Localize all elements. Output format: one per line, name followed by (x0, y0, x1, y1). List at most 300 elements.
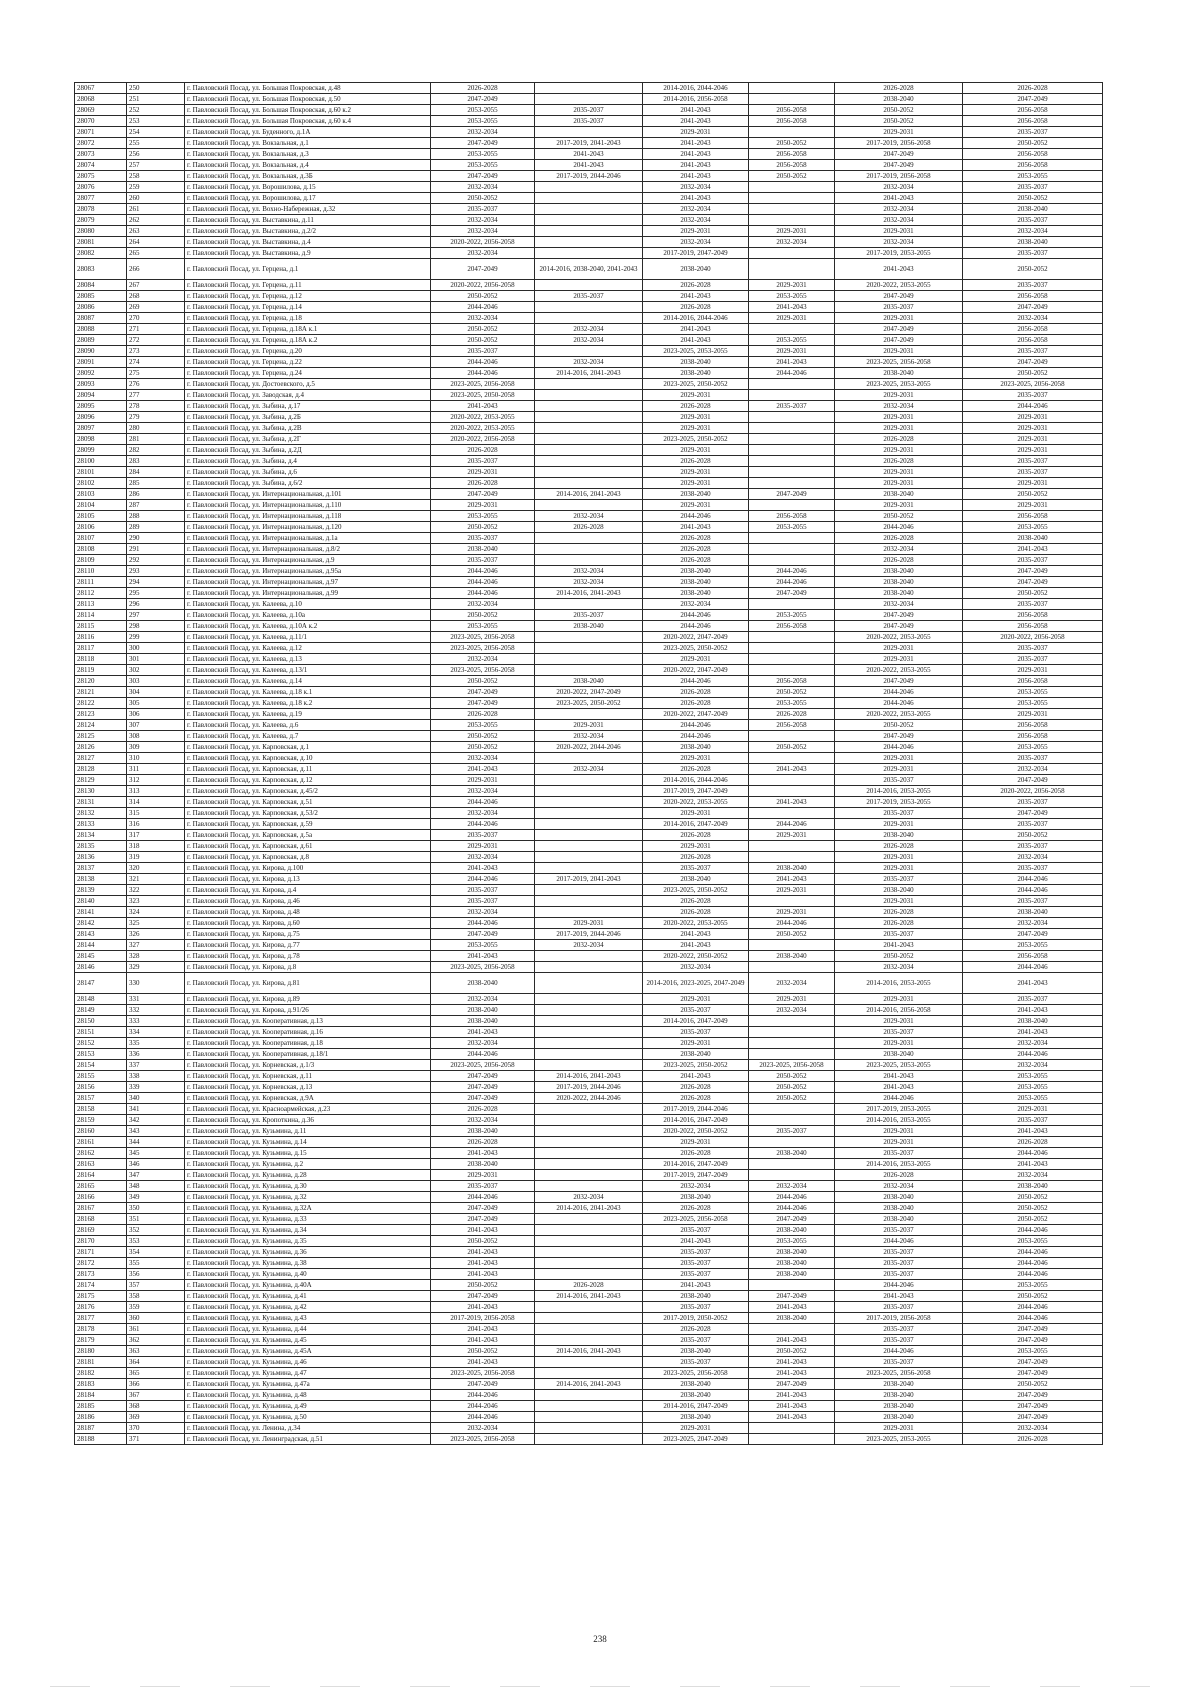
table-cell: 361 (127, 1324, 185, 1335)
table-cell: 2029-2031 (835, 643, 963, 654)
table-row (75, 808, 1103, 819)
table-cell: 2050-2052 (431, 522, 535, 533)
table-row (75, 764, 1103, 775)
table-cell (749, 852, 835, 863)
table-cell: 2035-2037 (643, 1247, 749, 1258)
table-cell: 2038-2040 (431, 1005, 535, 1016)
table-cell: г. Павловский Посад, ул. Кирова, д.8 (185, 962, 431, 973)
table-cell (535, 797, 643, 808)
table-cell (535, 544, 643, 555)
table-cell: 28134 (75, 830, 127, 841)
table-row (75, 127, 1103, 138)
table-cell: 2035-2037 (835, 874, 963, 885)
table-cell: 2032-2034 (835, 204, 963, 215)
table-cell: г. Павловский Посад, ул. Герцена, д.12 (185, 291, 431, 302)
table-cell (535, 412, 643, 423)
table-cell (535, 643, 643, 654)
table-cell: 2044-2046 (835, 1346, 963, 1357)
table-cell: 2029-2031 (643, 412, 749, 423)
table-cell: 28071 (75, 127, 127, 138)
table-cell: 2041-2043 (431, 1357, 535, 1368)
table-row (75, 105, 1103, 116)
table-cell: 2041-2043 (749, 302, 835, 313)
table-cell: 2032-2034 (431, 226, 535, 237)
table-cell: 2029-2031 (835, 127, 963, 138)
table-cell (535, 1401, 643, 1412)
table-cell: 2014-2016, 2053-2055 (835, 1115, 963, 1126)
table-row (75, 907, 1103, 918)
table-cell (535, 248, 643, 259)
table-cell: 2044-2046 (431, 918, 535, 929)
table-cell: г. Павловский Посад, ул. Кирова, д.81 (185, 973, 431, 994)
table-cell: 2038-2040 (749, 863, 835, 874)
table-cell: 2038-2040 (643, 577, 749, 588)
table-cell (749, 632, 835, 643)
table-cell: 2047-2049 (963, 1357, 1103, 1368)
table-cell: 28126 (75, 742, 127, 753)
table-cell: г. Павловский Посад, ул. Калеева, д.7 (185, 731, 431, 742)
table-cell: 2023-2025, 2056-2058 (431, 665, 535, 676)
table-cell: 2056-2058 (963, 731, 1103, 742)
table-cell: 2041-2043 (643, 929, 749, 940)
table-cell: 2026-2028 (643, 1203, 749, 1214)
table-cell: 2035-2037 (963, 994, 1103, 1005)
table-cell: 352 (127, 1225, 185, 1236)
table-cell: 2029-2031 (643, 127, 749, 138)
table-cell: г. Павловский Посад, ул. Зыбина, д.6 (185, 467, 431, 478)
table-cell: 2041-2043 (643, 291, 749, 302)
table-cell: 2014-2016, 2041-2043 (535, 1379, 643, 1390)
table-row (75, 1093, 1103, 1104)
table-cell: 2038-2040 (749, 1247, 835, 1258)
table-row (75, 994, 1103, 1005)
table-cell (749, 445, 835, 456)
table-cell: г. Павловский Посад, ул. Герцена, д.11 (185, 280, 431, 291)
table-cell: 28093 (75, 379, 127, 390)
table-cell: 2050-2052 (749, 687, 835, 698)
table-row (75, 1280, 1103, 1291)
table-row (75, 720, 1103, 731)
table-cell: 307 (127, 720, 185, 731)
table-cell: 2041-2043 (431, 764, 535, 775)
table-cell (749, 1137, 835, 1148)
table-cell: 28149 (75, 1005, 127, 1016)
table-cell (535, 1236, 643, 1247)
table-cell: 2038-2040 (835, 566, 963, 577)
table-cell: 2029-2031 (643, 445, 749, 456)
table-cell: 2017-2019, 2047-2049 (643, 248, 749, 259)
table-cell (535, 313, 643, 324)
table-cell: 2050-2052 (431, 676, 535, 687)
table-cell: 2029-2031 (749, 994, 835, 1005)
table-cell: 2041-2043 (431, 863, 535, 874)
table-cell: 2044-2046 (963, 1269, 1103, 1280)
table-cell: 2032-2034 (963, 852, 1103, 863)
table-cell: г. Павловский Посад, ул. Большая Покровская, д.50 (185, 94, 431, 105)
table-cell: 28159 (75, 1115, 127, 1126)
table-cell: 2020-2022, 2053-2055 (431, 423, 535, 434)
table-cell: г. Павловский Посад, ул. Калеева, д.10а (185, 610, 431, 621)
table-cell: 278 (127, 401, 185, 412)
table-cell: 2056-2058 (963, 621, 1103, 632)
table-cell: 2029-2031 (749, 907, 835, 918)
table-cell: 2047-2049 (431, 687, 535, 698)
table-cell: 277 (127, 390, 185, 401)
page-number: 238 (593, 1634, 607, 1644)
table-cell: 2017-2019, 2041-2043 (535, 138, 643, 149)
table-cell: 303 (127, 676, 185, 687)
schedule-table (74, 82, 1103, 1445)
table-cell: 2014-2016, 2041-2043 (535, 1071, 643, 1082)
table-cell: 259 (127, 182, 185, 193)
table-cell: 2050-2052 (431, 1236, 535, 1247)
table-cell: г. Павловский Посад, ул. Кузьмина, д.41 (185, 1291, 431, 1302)
table-cell (535, 379, 643, 390)
table-cell: г. Павловский Посад, ул. Калеева, д.10 (185, 599, 431, 610)
table-cell: 2047-2049 (835, 149, 963, 160)
table-cell: 267 (127, 280, 185, 291)
table-cell: 2047-2049 (749, 588, 835, 599)
table-cell: 2044-2046 (431, 819, 535, 830)
table-cell: 2029-2031 (835, 1137, 963, 1148)
table-cell: г. Павловский Посад, ул. Кузьмина, д.32 (185, 1192, 431, 1203)
table-cell: 2023-2025, 2053-2055 (835, 1060, 963, 1071)
table-row (75, 753, 1103, 764)
table-cell: 28069 (75, 105, 127, 116)
table-cell (749, 654, 835, 665)
table-cell: 366 (127, 1379, 185, 1390)
table-cell: 2056-2058 (963, 149, 1103, 160)
table-cell: 309 (127, 742, 185, 753)
table-cell: г. Павловский Посад, ул. Выставкина, д.2/2 (185, 226, 431, 237)
table-cell: 2017-2019, 2056-2058 (835, 171, 963, 182)
table-row (75, 940, 1103, 951)
table-cell: 2050-2052 (749, 1071, 835, 1082)
table-cell: 28148 (75, 994, 127, 1005)
table-cell: 2038-2040 (749, 951, 835, 962)
table-cell: 28131 (75, 797, 127, 808)
table-cell: 2032-2034 (535, 324, 643, 335)
table-cell (535, 819, 643, 830)
table-cell: 371 (127, 1434, 185, 1445)
table-cell: 2044-2046 (835, 687, 963, 698)
table-cell: 2023-2025, 2050-2052 (643, 434, 749, 445)
table-cell (749, 775, 835, 786)
table-row (75, 412, 1103, 423)
table-cell: 28146 (75, 962, 127, 973)
table-cell: 2044-2046 (963, 1313, 1103, 1324)
table-cell: 2026-2028 (643, 401, 749, 412)
table-cell: 28128 (75, 764, 127, 775)
table-cell: 2044-2046 (643, 731, 749, 742)
table-cell: 2041-2043 (431, 1324, 535, 1335)
table-cell: 2035-2037 (431, 533, 535, 544)
table-cell: 2032-2034 (535, 1192, 643, 1203)
table-cell: 304 (127, 687, 185, 698)
table-cell: 292 (127, 555, 185, 566)
table-row (75, 1060, 1103, 1071)
table-cell: 28086 (75, 302, 127, 313)
table-cell (749, 665, 835, 676)
table-cell: 311 (127, 764, 185, 775)
table-cell: 2038-2040 (749, 1148, 835, 1159)
table-cell: 287 (127, 500, 185, 511)
table-cell: 254 (127, 127, 185, 138)
table-cell: 2038-2040 (643, 588, 749, 599)
table-cell (535, 830, 643, 841)
table-cell: 2026-2028 (835, 555, 963, 566)
table-cell: 2020-2022, 2053-2055 (431, 412, 535, 423)
table-cell: 2020-2022, 2056-2058 (963, 786, 1103, 797)
table-cell: 290 (127, 533, 185, 544)
table-cell: 28182 (75, 1368, 127, 1379)
table-cell: 2035-2037 (643, 863, 749, 874)
table-cell: г. Павловский Посад, ул. Кузьмина, д.38 (185, 1258, 431, 1269)
table-cell: 2032-2034 (835, 962, 963, 973)
table-cell: 2032-2034 (643, 182, 749, 193)
table-row (75, 577, 1103, 588)
table-cell: 2029-2031 (835, 445, 963, 456)
table-cell: 2050-2052 (835, 511, 963, 522)
table-cell: 2047-2049 (963, 577, 1103, 588)
table-cell: 2029-2031 (749, 226, 835, 237)
table-cell: 2041-2043 (749, 1368, 835, 1379)
table-cell: 2044-2046 (431, 302, 535, 313)
table-cell: 2026-2028 (643, 1093, 749, 1104)
table-cell: 2056-2058 (963, 291, 1103, 302)
table-cell: 2029-2031 (749, 346, 835, 357)
table-cell: 2041-2043 (643, 335, 749, 346)
table-cell (535, 1170, 643, 1181)
table-cell: 2029-2031 (643, 994, 749, 1005)
table-cell: 28156 (75, 1082, 127, 1093)
table-cell: 2029-2031 (963, 500, 1103, 511)
table-cell: 2017-2019, 2053-2055 (835, 248, 963, 259)
table-cell: 2056-2058 (963, 324, 1103, 335)
table-cell: 28135 (75, 841, 127, 852)
table-cell: г. Павловский Посад, ул. Корневская, д.13 (185, 1082, 431, 1093)
table-row (75, 1291, 1103, 1302)
table-cell: 28088 (75, 324, 127, 335)
table-cell: г. Павловский Посад, ул. Зыбина, д.2Д (185, 445, 431, 456)
table-row (75, 149, 1103, 160)
table-row (75, 1313, 1103, 1324)
table-row (75, 654, 1103, 665)
table-cell: 2041-2043 (431, 1269, 535, 1280)
table-cell: г. Павловский Посад, ул. Кузьмина, д.36 (185, 1247, 431, 1258)
table-row (75, 1412, 1103, 1423)
table-cell: 2050-2052 (749, 138, 835, 149)
table-cell: 2035-2037 (431, 1181, 535, 1192)
table-cell (535, 753, 643, 764)
table-cell: 2053-2055 (963, 1280, 1103, 1291)
table-cell: 2026-2028 (643, 280, 749, 291)
table-cell: г. Павловский Посад, ул. Интернациональная, д.99 (185, 588, 431, 599)
table-cell: 28132 (75, 808, 127, 819)
table-cell: 28168 (75, 1214, 127, 1225)
table-cell: 28145 (75, 951, 127, 962)
table-cell: 2047-2049 (963, 1412, 1103, 1423)
table-cell (535, 665, 643, 676)
table-cell: 28172 (75, 1258, 127, 1269)
table-cell: 2038-2040 (963, 204, 1103, 215)
table-cell: 2050-2052 (835, 720, 963, 731)
table-cell: 2035-2037 (431, 555, 535, 566)
table-cell: 2047-2049 (431, 259, 535, 280)
table-cell: г. Павловский Посад, ул. Ленина, д.34 (185, 1423, 431, 1434)
table-cell: 331 (127, 994, 185, 1005)
table-cell: 2023-2025, 2056-2058 (835, 1368, 963, 1379)
table-cell: 2035-2037 (835, 1027, 963, 1038)
table-cell: 2041-2043 (643, 522, 749, 533)
table-cell: 2041-2043 (431, 1148, 535, 1159)
table-cell: 28075 (75, 171, 127, 182)
table-cell: 2035-2037 (535, 116, 643, 127)
table-cell (535, 94, 643, 105)
table-cell (535, 302, 643, 313)
table-cell: 2050-2052 (431, 1346, 535, 1357)
table-cell: 296 (127, 599, 185, 610)
table-row (75, 1324, 1103, 1335)
table-row (75, 478, 1103, 489)
table-cell: 318 (127, 841, 185, 852)
table-cell (749, 215, 835, 226)
table-cell: 340 (127, 1093, 185, 1104)
table-cell: г. Павловский Посад, ул. Большая Покровская, д.48 (185, 83, 431, 94)
table-cell: 2032-2034 (431, 907, 535, 918)
table-cell: 2038-2040 (749, 1258, 835, 1269)
table-row (75, 698, 1103, 709)
table-cell: 2038-2040 (431, 544, 535, 555)
table-row (75, 204, 1103, 215)
table-cell (535, 204, 643, 215)
table-cell: 2035-2037 (963, 753, 1103, 764)
table-row (75, 918, 1103, 929)
table-cell: 28070 (75, 116, 127, 127)
table-cell (749, 555, 835, 566)
table-cell (535, 1335, 643, 1346)
table-cell: г. Павловский Посад, ул. Кузьмина, д.45А (185, 1346, 431, 1357)
table-cell: 266 (127, 259, 185, 280)
table-cell: 2026-2028 (431, 83, 535, 94)
table-cell: 2023-2025, 2056-2058 (643, 1368, 749, 1379)
table-cell (535, 994, 643, 1005)
table-cell: 2038-2040 (835, 1390, 963, 1401)
table-cell: г. Павловский Посад, ул. Кирова, д.4 (185, 885, 431, 896)
table-row (75, 819, 1103, 830)
table-row (75, 193, 1103, 204)
table-cell: 306 (127, 709, 185, 720)
table-cell: 2020-2022, 2053-2055 (643, 797, 749, 808)
table-cell: 324 (127, 907, 185, 918)
table-cell (749, 1049, 835, 1060)
table-cell: 288 (127, 511, 185, 522)
table-cell: 2035-2037 (963, 896, 1103, 907)
table-row (75, 368, 1103, 379)
table-cell: г. Павловский Посад, ул. Кооперативная, д.13 (185, 1016, 431, 1027)
table-row (75, 1423, 1103, 1434)
table-cell: 28138 (75, 874, 127, 885)
table-cell (535, 973, 643, 994)
table-cell: 323 (127, 896, 185, 907)
table-cell (535, 1126, 643, 1137)
table-cell: 2026-2028 (643, 852, 749, 863)
table-cell: 2035-2037 (963, 599, 1103, 610)
table-cell: 2056-2058 (749, 160, 835, 171)
table-cell: 2029-2031 (835, 226, 963, 237)
table-cell: 252 (127, 105, 185, 116)
table-cell: 2026-2028 (643, 764, 749, 775)
table-cell: 2029-2031 (431, 467, 535, 478)
table-cell (749, 1280, 835, 1291)
table-cell: 341 (127, 1104, 185, 1115)
table-cell: 2044-2046 (749, 577, 835, 588)
table-cell: 2026-2028 (535, 522, 643, 533)
table-cell: 2035-2037 (963, 390, 1103, 401)
table-cell (535, 1027, 643, 1038)
table-row (75, 742, 1103, 753)
table-cell: 258 (127, 171, 185, 182)
table-cell: г. Павловский Посад, ул. Калеева, д.13 (185, 654, 431, 665)
table-cell: 2035-2037 (963, 248, 1103, 259)
table-cell: г. Павловский Посад, ул. Выставкина, д.9 (185, 248, 431, 259)
table-cell: г. Павловский Посад, ул. Интернациональная, д.1а (185, 533, 431, 544)
table-cell: 2041-2043 (643, 149, 749, 160)
table-cell: г. Павловский Посад, ул. Интернациональная, д.97 (185, 577, 431, 588)
table-cell: 2050-2052 (963, 1203, 1103, 1214)
table-cell: 2035-2037 (963, 215, 1103, 226)
table-cell: 2050-2052 (749, 1346, 835, 1357)
table-cell: г. Павловский Посад, ул. Большая Покровская, д.60 к.4 (185, 116, 431, 127)
table-cell (535, 1247, 643, 1258)
table-cell: г. Павловский Посад, ул. Карповская, д.10 (185, 753, 431, 764)
table-cell: 2053-2055 (963, 687, 1103, 698)
table-cell: 2017-2019, 2047-2049 (643, 786, 749, 797)
table-cell: 2026-2028 (643, 907, 749, 918)
table-row (75, 1181, 1103, 1192)
table-cell (749, 248, 835, 259)
table-cell: 280 (127, 423, 185, 434)
table-cell: 260 (127, 193, 185, 204)
table-cell: 2038-2040 (963, 907, 1103, 918)
table-cell: 349 (127, 1192, 185, 1203)
table-cell (749, 456, 835, 467)
table-cell: 2029-2031 (749, 280, 835, 291)
table-cell: 2014-2016, 2044-2046 (643, 313, 749, 324)
table-cell: г. Павловский Посад, ул. Кузьмина, д.49 (185, 1401, 431, 1412)
table-cell: 2041-2043 (431, 951, 535, 962)
table-cell: 2047-2049 (963, 94, 1103, 105)
table-cell: 2014-2016, 2038-2040, 2041-2043 (535, 259, 643, 280)
table-cell: 2041-2043 (749, 1401, 835, 1412)
table-cell: 28175 (75, 1291, 127, 1302)
table-cell: 28110 (75, 566, 127, 577)
table-cell: 2041-2043 (963, 544, 1103, 555)
table-cell: 316 (127, 819, 185, 830)
table-cell: 2038-2040 (643, 1049, 749, 1060)
table-cell: 2032-2034 (835, 544, 963, 555)
table-cell (749, 193, 835, 204)
table-cell: 2032-2034 (963, 226, 1103, 237)
table-cell: г. Павловский Посад, ул. Кирова, д.48 (185, 907, 431, 918)
table-cell (535, 907, 643, 918)
table-cell: 313 (127, 786, 185, 797)
table-cell: 28073 (75, 149, 127, 160)
table-cell: г. Павловский Посад, ул. Карповская, д.61 (185, 841, 431, 852)
table-cell: 2047-2049 (963, 1401, 1103, 1412)
table-cell (749, 83, 835, 94)
table-cell (535, 841, 643, 852)
